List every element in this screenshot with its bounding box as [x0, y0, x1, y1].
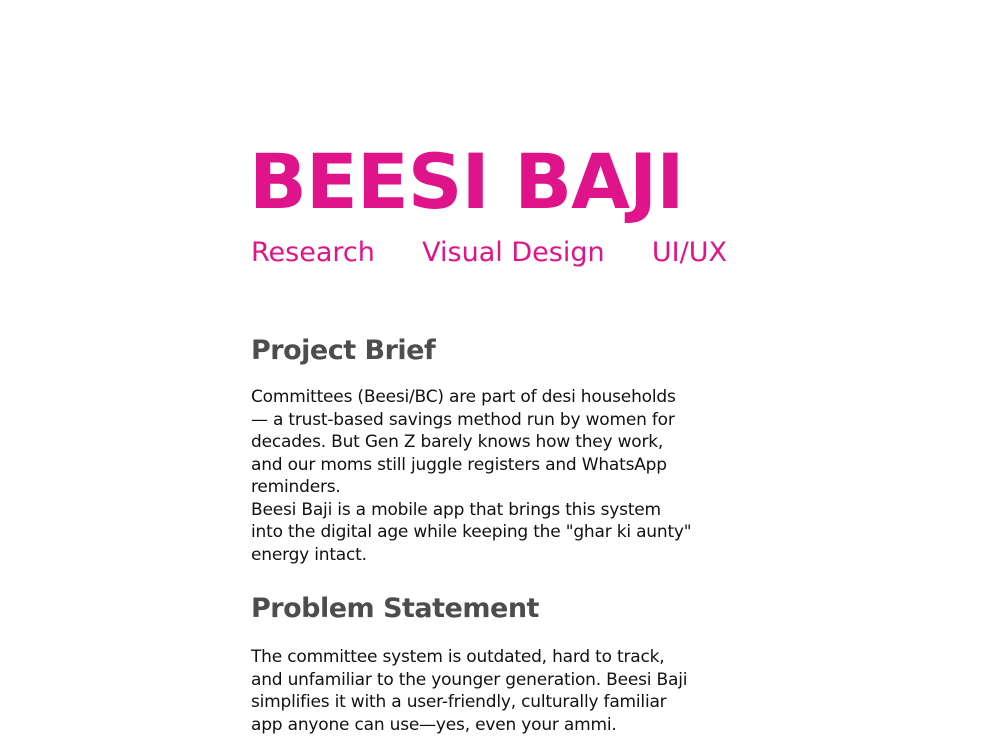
- problem-line: app anyone can use—yes, even your ammi.: [251, 714, 617, 735]
- brief-line: reminders.: [251, 477, 341, 497]
- project-title: BEESI BAJI: [249, 137, 684, 226]
- problem-line: and unfamiliar to the younger generation. Beesi Baji: [251, 669, 688, 690]
- brief-line: — a trust-based savings method run by women for: [251, 409, 675, 430]
- brief-line: into the digital age while keeping the "ghar ki aunty": [251, 522, 692, 542]
- project-tags: [251, 236, 727, 270]
- project-brief-heading: Project Brief: [251, 335, 436, 366]
- project-brief-text: [251, 386, 731, 566]
- problem-line: The committee system is outdated, hard to track,: [251, 647, 665, 667]
- brief-line: and our moms still juggle registers and WhatsApp: [251, 454, 667, 475]
- brief-line: Beesi Baji is a mobile app that brings this system: [251, 499, 661, 520]
- problem-statement-heading: Problem Statement: [251, 593, 539, 624]
- tag-ui-ux: UI/UX: [651, 237, 727, 268]
- brief-line: Committees (Beesi/BC) are part of desi households: [251, 387, 676, 407]
- brief-line: energy intact.: [251, 544, 367, 565]
- problem-line: simplifies it with a user-friendly, culturally familiar: [251, 692, 667, 712]
- brief-line: decades. But Gen Z barely knows how they work,: [251, 432, 664, 452]
- tag-research: Research: [251, 237, 375, 268]
- tag-visual-design: Visual Design: [422, 237, 605, 268]
- problem-statement-text: [251, 646, 731, 736]
- document-page: [251, 0, 731, 750]
